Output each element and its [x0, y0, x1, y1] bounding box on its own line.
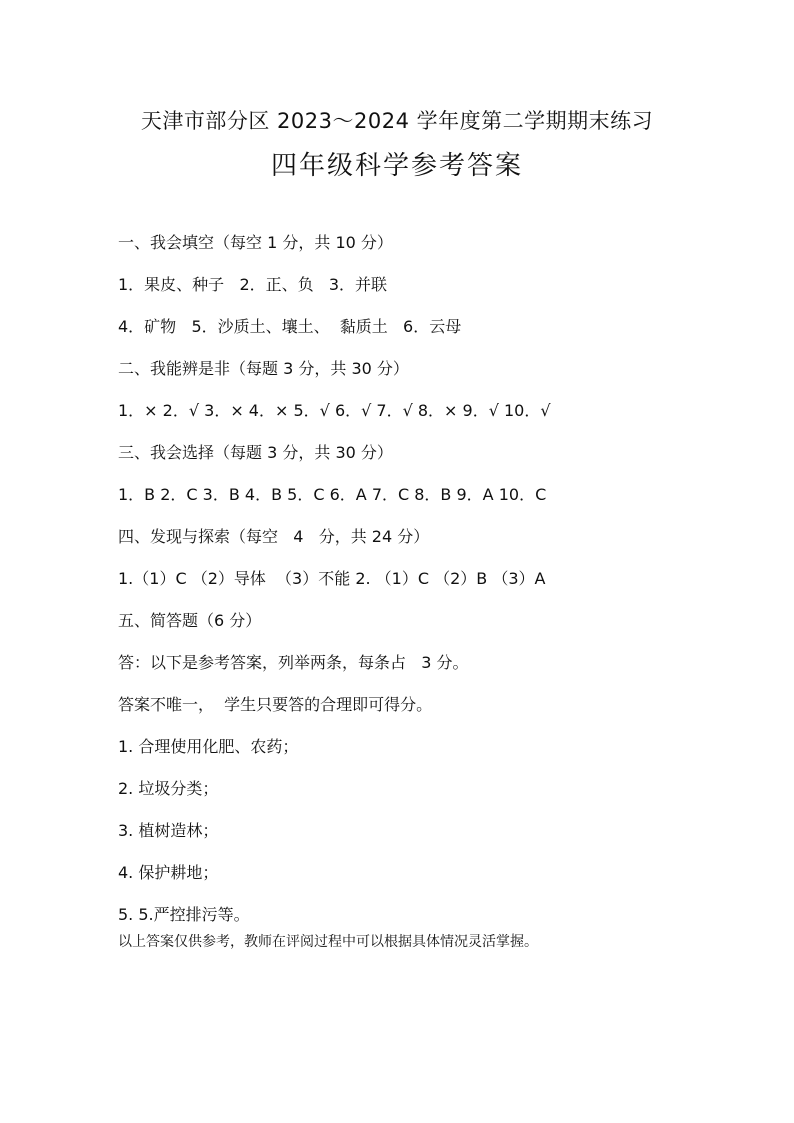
section5-intro-line2: 答案不唯一， 学生只要答的合理即可得分。	[118, 695, 433, 714]
section5-list-item: 1. 合理使用化肥、农药；	[118, 737, 299, 756]
section2-answers: 1．× 2．√ 3．× 4．× 5．√ 6．√ 7．√ 8．× 9．√ 10．√	[118, 401, 551, 420]
footer-note: 以上答案仅供参考，教师在评阅过程中可以根据具体情况灵活掌握。	[118, 934, 538, 950]
document-title: 天津市部分区 2023～2024 学年度第二学期期末练习	[140, 109, 654, 133]
section5-intro-line1: 答：以下是参考答案，列举两条，每条占 3 分。	[118, 653, 469, 672]
section1-answers-line2: 4．矿物 5．沙质土、壤土、 黏质土 6．云母	[118, 317, 462, 336]
document-subtitle: 四年级科学参考答案	[270, 151, 523, 181]
section1-heading: 一、我会填空（每空 1 分，共 10 分）	[118, 233, 393, 252]
section5-heading: 五、简答题（6 分）	[118, 611, 262, 630]
section5-list-item: 5. 5.严控排污等。	[118, 905, 250, 924]
section4-heading: 四、发现与探索（每空 4 分，共 24 分）	[118, 527, 430, 546]
section3-heading: 三、我会选择（每题 3 分，共 30 分）	[118, 443, 393, 462]
section5-list-item: 4. 保护耕地；	[118, 863, 219, 882]
section5-list-item: 3. 植树造林；	[118, 821, 219, 840]
section1-answers-line1: 1．果皮、种子 2．正、负 3．并联	[118, 275, 388, 294]
section3-answers: 1．B 2．C 3．B 4．B 5．C 6．A 7．C 8．B 9．A 10．C	[118, 485, 547, 504]
section2-heading: 二、我能辨是非（每题 3 分，共 30 分）	[118, 359, 409, 378]
section4-answers: 1.（1）C （2）导体 （3）不能 2. （1）C （2）B （3）A	[118, 569, 546, 588]
section5-list-item: 2. 垃圾分类；	[118, 779, 219, 798]
